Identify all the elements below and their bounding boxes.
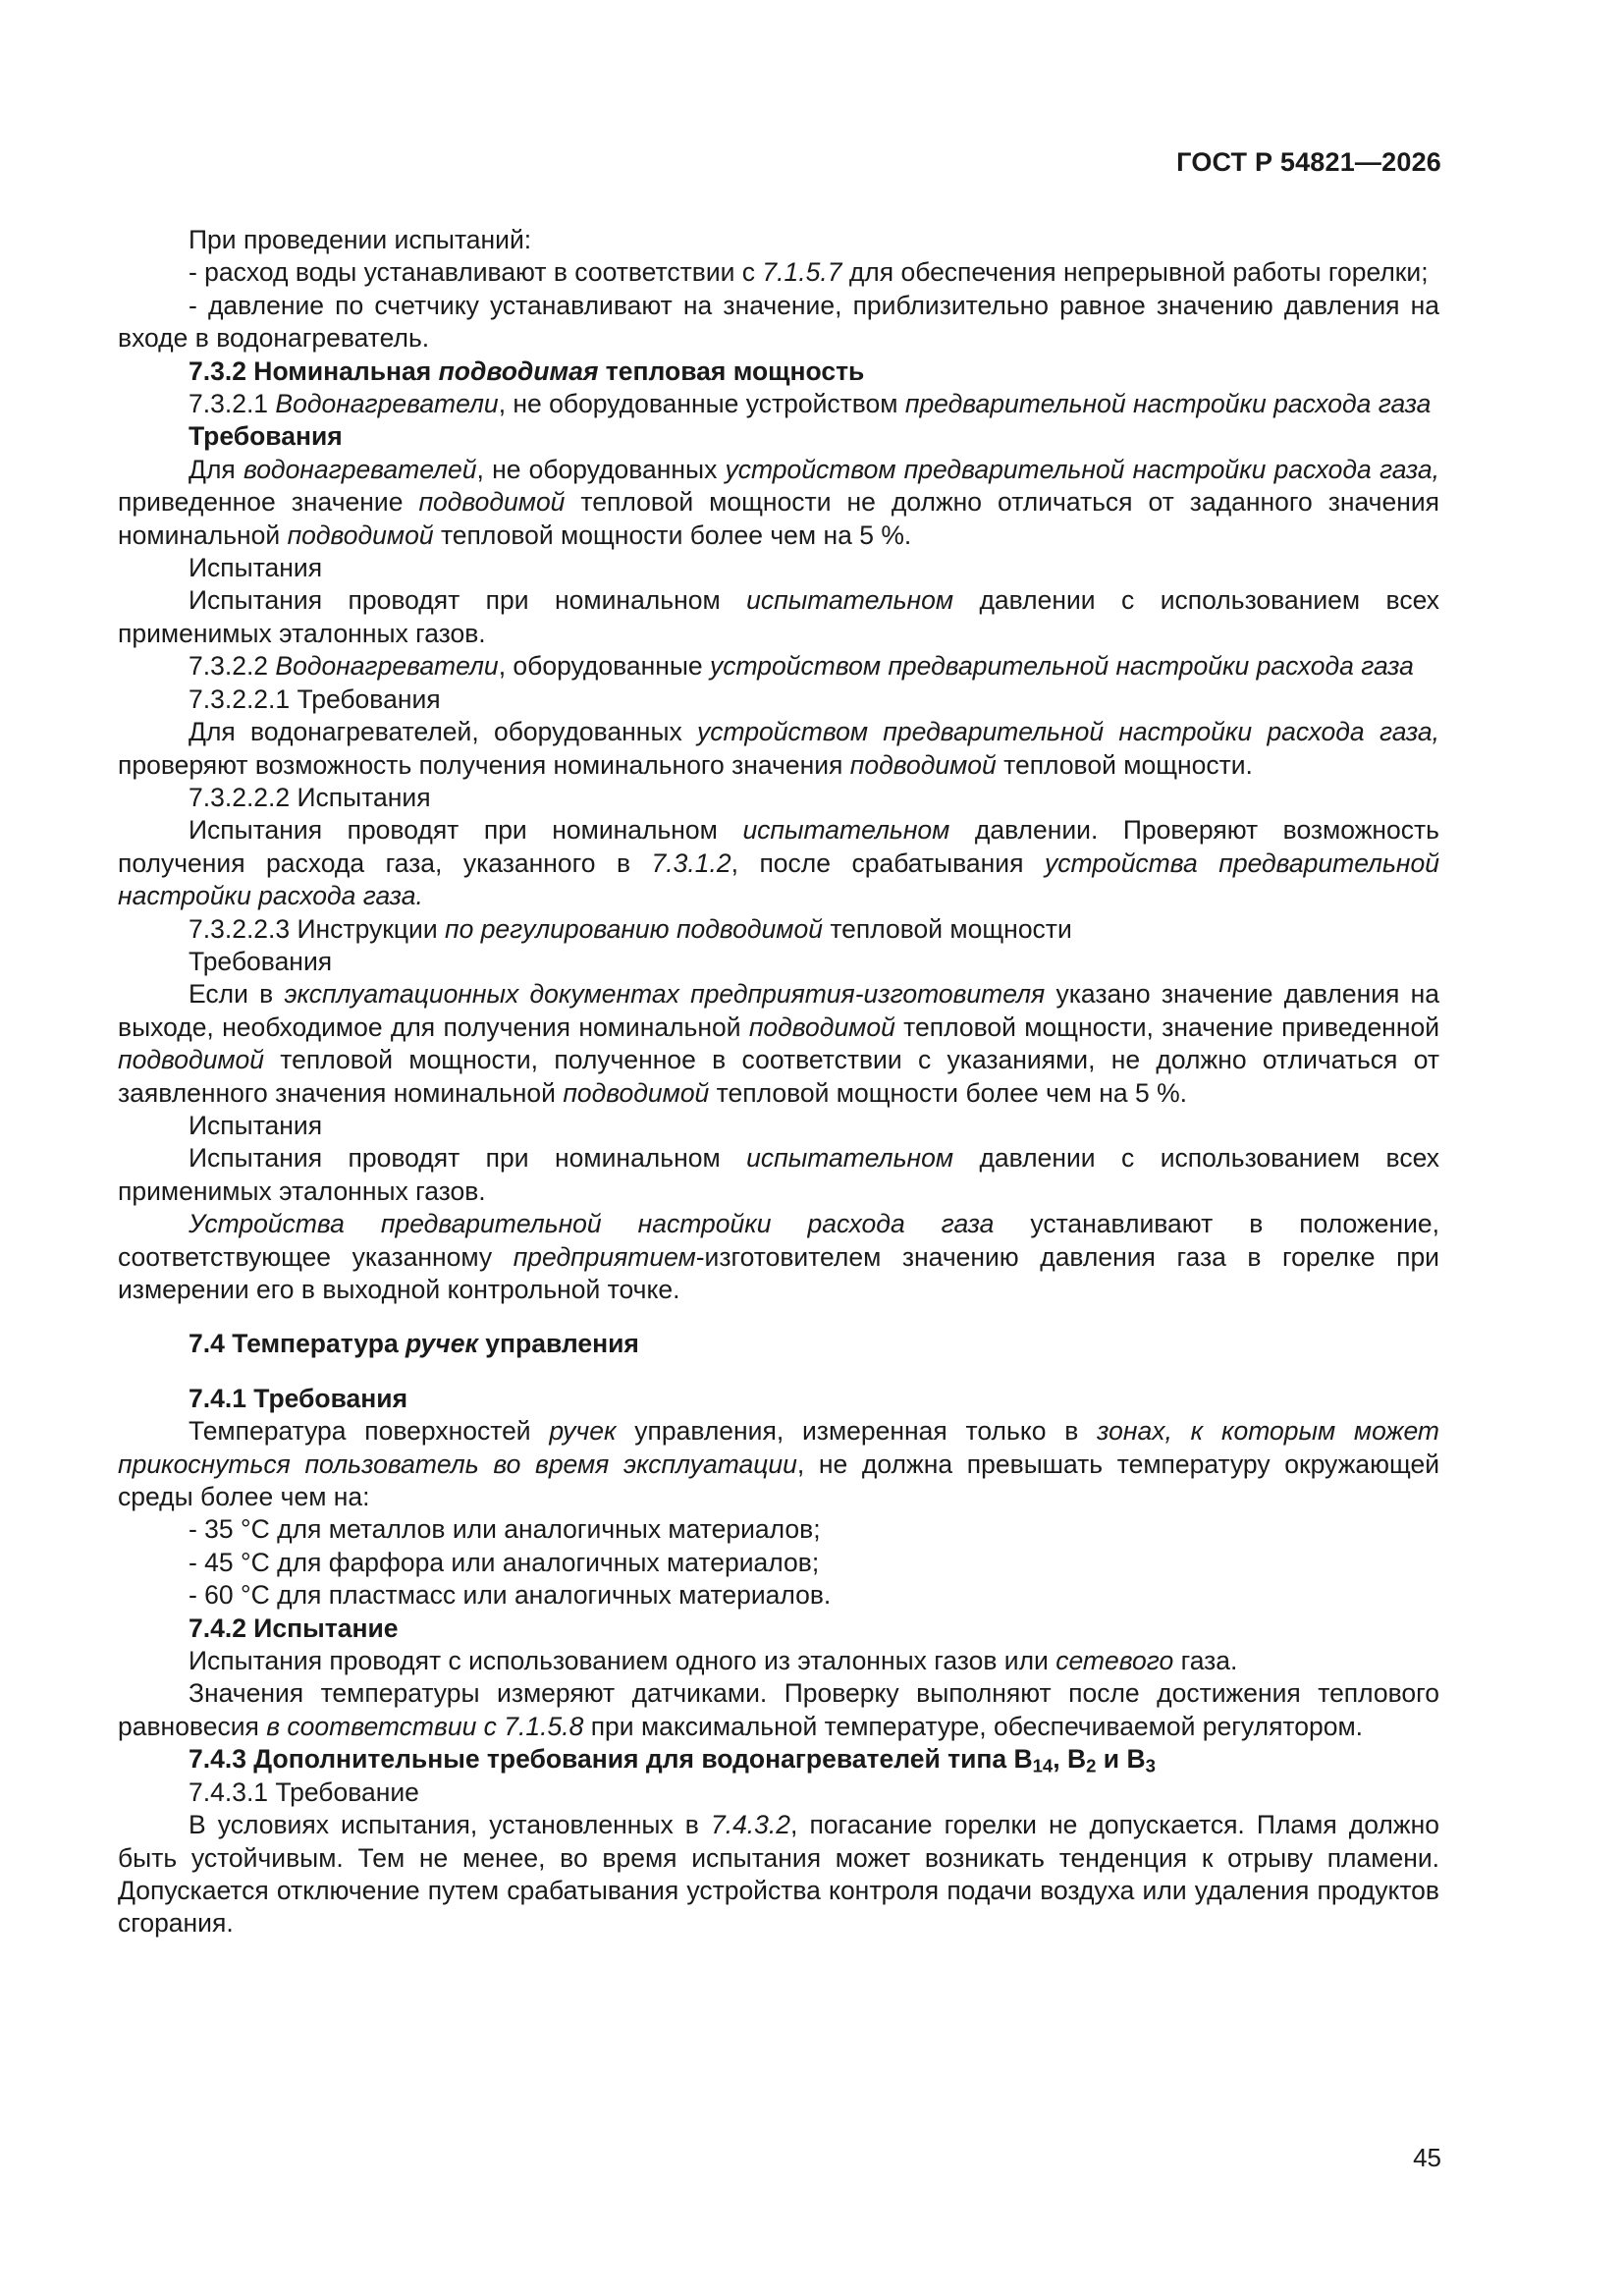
text-run: Испытания проводят при номинальном <box>189 815 743 846</box>
paragraph <box>118 683 1439 716</box>
paragraph <box>118 1743 1439 1776</box>
text-run: ручек <box>406 1329 478 1359</box>
document-body <box>118 224 1439 1941</box>
paragraph <box>118 1110 1439 1142</box>
text-run: Водонагреватели <box>275 389 499 419</box>
text-run: 7.3.2 Номинальная <box>189 355 439 386</box>
text-run: тепловой мощности более чем на 5 %. <box>709 1077 1187 1108</box>
paragraph <box>118 782 1439 814</box>
paragraph <box>118 584 1439 650</box>
text-run: водонагревателей <box>243 454 477 484</box>
text-run: испытательном <box>746 585 954 616</box>
text-run: 14 <box>1032 1755 1054 1777</box>
paragraph <box>118 1777 1439 1809</box>
paragraph <box>118 1677 1439 1743</box>
text-run: устройством предварительной настройки расхода газа <box>710 651 1414 682</box>
text-run: в соответствии с 7.1.5.8 <box>266 1711 584 1741</box>
text-run: ручек <box>549 1416 617 1447</box>
paragraph <box>118 913 1439 946</box>
text-run: Для водонагревателей, оборудованных <box>189 717 698 747</box>
text-run: давлении. Проверяют возможность получения расхода газа, указанного в <box>118 815 1439 878</box>
text-run: 7.4.3.1 Требование <box>189 1777 419 1807</box>
text-run: устройства предварительной настройки расхода газа. <box>118 847 1439 911</box>
text-run: приведенное значение <box>118 487 419 518</box>
text-run: - 60 °C для пластмасс или аналогичных материалов. <box>189 1580 832 1611</box>
text-run: давлении с использованием всех применимых эталонных газов. <box>118 1143 1439 1206</box>
paragraph <box>118 716 1439 782</box>
text-run: 7.3.1.2 <box>651 847 731 878</box>
paragraph <box>118 1513 1439 1546</box>
text-run: испытательном <box>742 815 950 846</box>
text-run: Для <box>189 454 243 484</box>
text-run: , после срабатывания <box>730 847 1045 878</box>
text-run: указано значение давления на выходе, необходимое для получения номинальной <box>118 979 1439 1042</box>
text-run: , не оборудованные устройством <box>498 389 905 419</box>
text-run: предварительной настройки расхода газа <box>904 389 1432 419</box>
paragraph <box>118 355 1439 388</box>
text-run: Устройства предварительной настройки расхода газа <box>189 1209 995 1239</box>
text-run: , не оборудованных <box>476 454 726 484</box>
text-run: тепловой мощности более чем на 5 %. <box>433 519 912 550</box>
text-run: газа. <box>1173 1646 1238 1676</box>
page-number: 45 <box>1413 2143 1441 2172</box>
text-run: Испытания <box>189 553 323 583</box>
paragraph <box>118 1645 1439 1677</box>
text-run: подводимая <box>438 355 599 386</box>
text-run: зонах, к которым может прикоснуться пользователь во время эксплуатации <box>118 1416 1439 1479</box>
paragraph <box>118 1208 1439 1306</box>
paragraph <box>118 1579 1439 1612</box>
text-run: В условиях испытания, установленных в <box>189 1810 711 1840</box>
text-run: и B <box>1096 1744 1146 1775</box>
paragraph <box>118 552 1439 584</box>
paragraph <box>118 814 1439 912</box>
text-run: , оборудованные <box>498 651 711 682</box>
text-run: при максимальной температуре, обеспечиваемой регулятором. <box>583 1711 1364 1741</box>
text-run: Испытания проводят при номинальном <box>189 1143 747 1174</box>
paragraph <box>118 978 1439 1110</box>
paragraph <box>118 388 1439 420</box>
text-run: испытательном <box>746 1143 954 1174</box>
text-run: предприятием <box>513 1241 696 1272</box>
text-run: устройством предварительной настройки расхода газа, <box>725 454 1440 484</box>
text-run: тепловой мощности <box>822 913 1072 944</box>
text-run: управления, измеренная только в <box>616 1416 1098 1447</box>
paragraph <box>118 1328 1439 1360</box>
text-run: для обеспечения непрерывной работы горелки; <box>841 257 1429 288</box>
text-run: эксплуатационных документах предприятия-изготовителя <box>284 979 1046 1010</box>
paragraph <box>118 290 1439 355</box>
text-run: 2 <box>1086 1755 1097 1777</box>
text-run: 7.4.3 Дополнительные требования для водонагревателей типа B <box>189 1744 1033 1775</box>
text-run: 7.3.2.1 <box>189 389 276 419</box>
paragraph <box>118 420 1439 453</box>
text-run: давлении с использованием всех применимых эталонных газов. <box>118 585 1439 648</box>
text-run: тепловой мощности, полученное в соответствии с указаниями, не должно отличаться от заявленного значения номинальной <box>118 1045 1439 1108</box>
text-run: 3 <box>1145 1755 1156 1777</box>
text-run: , не должна превышать температуру окружающей среды более чем на: <box>118 1449 1439 1512</box>
text-run: -изготовителем значению давления газа в горелке при измерении его в выходной контрольной точке. <box>118 1241 1439 1304</box>
text-run: , B <box>1053 1744 1087 1775</box>
text-run: управления <box>477 1329 639 1359</box>
text-run: 7.4 Температура <box>189 1329 406 1359</box>
document-header: ГОСТ Р 54821—2026 <box>1176 147 1441 177</box>
text-run: 7.3.2.2.1 Требования <box>189 683 441 714</box>
text-run: - 35 °C для металлов или аналогичных материалов; <box>189 1514 821 1545</box>
text-run: сетевого <box>1055 1646 1174 1676</box>
text-run: тепловой мощности не должно отличаться от заданного значения номинальной <box>118 487 1439 550</box>
paragraph <box>118 1613 1439 1645</box>
text-run: Значения температуры измеряют датчиками. Проверку выполняют после достижения теплового равновесия <box>118 1678 1439 1741</box>
text-run: Испытания <box>189 1110 323 1140</box>
text-run: по регулированию подводимой <box>445 913 823 944</box>
text-run: тепловой мощности, значение приведенной <box>894 1011 1439 1042</box>
text-run: подводимой <box>418 487 566 518</box>
text-run: тепловой мощности. <box>996 749 1253 780</box>
text-run: 7.4.2 Испытание <box>189 1613 399 1643</box>
text-run: Требования <box>189 946 333 976</box>
text-run: подводимой <box>563 1077 710 1108</box>
text-run: Требования <box>189 421 343 452</box>
text-run: Испытания проводят с использованием одного из эталонных газов или <box>189 1646 1056 1676</box>
paragraph <box>118 1415 1439 1513</box>
text-run: подводимой <box>118 1045 264 1075</box>
text-run: подводимой <box>287 519 434 550</box>
text-run: устанавливают в положение, соответствующее указанному <box>118 1209 1439 1272</box>
text-run: подводимой <box>748 1011 895 1042</box>
text-run: 7.3.2.2.3 Инструкции <box>189 913 446 944</box>
text-run: 7.4.1 Требования <box>189 1383 408 1413</box>
text-run: , погасание горелки не допускается. Пламя должно быть устойчивым. Тем не менее, во время испытания может возникать тенденция к отрыву пламени. Допускается отключение путем срабатывания устройства контроля подачи воздуха или удаления продуктов сгорания. <box>118 1810 1439 1939</box>
text-run: 7.3.2.2.2 Испытания <box>189 782 431 812</box>
paragraph <box>118 454 1439 552</box>
text-run: 7.4.3.2 <box>710 1810 791 1840</box>
paragraph <box>118 224 1439 256</box>
text-run: 7.3.2.2 <box>189 651 276 682</box>
text-run: устройством предварительной настройки расхода газа, <box>697 717 1440 747</box>
text-run: - расход воды устанавливают в соответствии с <box>189 257 763 288</box>
paragraph <box>118 650 1439 683</box>
text-run: проверяют возможность получения номинального значения <box>118 749 850 780</box>
text-run: Если в <box>189 979 285 1010</box>
text-run: - давление по счетчику устанавливают на значение, приблизительно равное значению давления на входе в водонагреватель. <box>118 290 1439 354</box>
paragraph <box>118 1383 1439 1415</box>
text-run: Испытания проводят при номинальном <box>189 585 747 616</box>
paragraph <box>118 256 1439 289</box>
text-run: 7.1.5.7 <box>762 257 842 288</box>
paragraph <box>118 1142 1439 1208</box>
text-run: При проведении испытаний: <box>189 225 532 254</box>
text-run: тепловая мощность <box>598 355 865 386</box>
text-run: подводимой <box>849 749 997 780</box>
text-run: Водонагреватели <box>275 651 499 682</box>
text-run: Температура поверхностей <box>189 1416 550 1447</box>
paragraph <box>118 946 1439 978</box>
text-run: - 45 °C для фарфора или аналогичных материалов; <box>189 1547 820 1577</box>
paragraph <box>118 1809 1439 1941</box>
paragraph <box>118 1547 1439 1579</box>
